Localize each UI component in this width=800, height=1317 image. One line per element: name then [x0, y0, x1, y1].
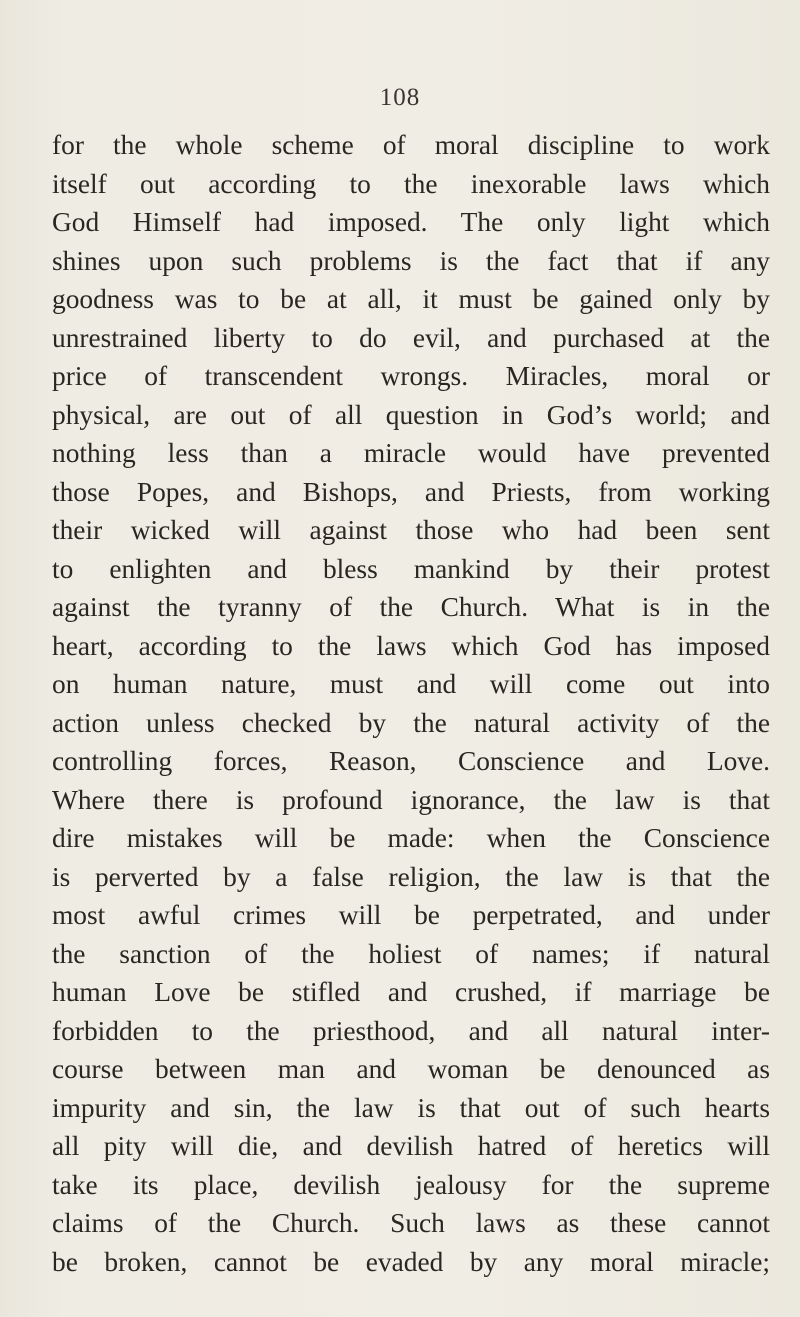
text-line: claims of the Church. Such laws as these cannot	[52, 1208, 770, 1238]
text-line: to enlighten and bless mankind by their protest	[52, 553, 770, 584]
text-line: for the whole scheme of moral discipline to work	[52, 130, 770, 160]
text-line: is perverted by a false religion, the law is that the	[52, 861, 770, 892]
text-line: controlling forces, Reason, Conscience and Love.	[52, 746, 770, 776]
text-line: on human nature, must and will come out into	[52, 669, 770, 699]
text-line: Where there is profound ignorance, the law is that	[52, 784, 770, 815]
text-line: course between man and woman be denounced as	[52, 1054, 770, 1084]
text-line: itself out according to the inexorable laws which	[52, 168, 770, 199]
page-number: 108	[379, 84, 421, 111]
text-line: physical, are out of all question in God’s world; and	[52, 399, 770, 430]
text-line: human Love be stifled and crushed, if marriage be	[52, 977, 770, 1007]
text-line: impurity and sin, the law is that out of such hearts	[52, 1092, 770, 1123]
body-text	[52, 126, 770, 1281]
text-line: heart, according to the laws which God has imposed	[52, 630, 770, 661]
text-line: action unless checked by the natural activity of the	[52, 707, 770, 738]
text-line: price of transcendent wrongs. Miracles, moral or	[52, 361, 770, 391]
text-line: their wicked will against those who had been sent	[52, 515, 770, 545]
text-line: those Popes, and Bishops, and Priests, from working	[52, 476, 770, 507]
text-line: most awful crimes will be perpetrated, and under	[52, 900, 770, 930]
text-line: goodness was to be at all, it must be gained only by	[52, 284, 770, 314]
text-line: nothing less than a miracle would have prevented	[52, 438, 770, 468]
text-line: God Himself had imposed. The only light which	[52, 207, 770, 237]
text-line: take its place, devilish jealousy for the supreme	[52, 1169, 770, 1200]
text-line: unrestrained liberty to do evil, and purchased at the	[52, 322, 770, 353]
text-line: be broken, cannot be evaded by any moral miracle;	[52, 1246, 770, 1277]
text-line: the sanction of the holiest of names; if natural	[52, 938, 770, 969]
text-line: forbidden to the priesthood, and all natural inter-	[52, 1015, 770, 1046]
text-line: all pity will die, and devilish hatred of heretics will	[52, 1131, 770, 1161]
text-line: shines upon such problems is the fact that if any	[52, 245, 770, 276]
text-line: dire mistakes will be made: when the Conscience	[52, 823, 770, 853]
text-line: against the tyranny of the Church. What is in the	[52, 592, 770, 622]
